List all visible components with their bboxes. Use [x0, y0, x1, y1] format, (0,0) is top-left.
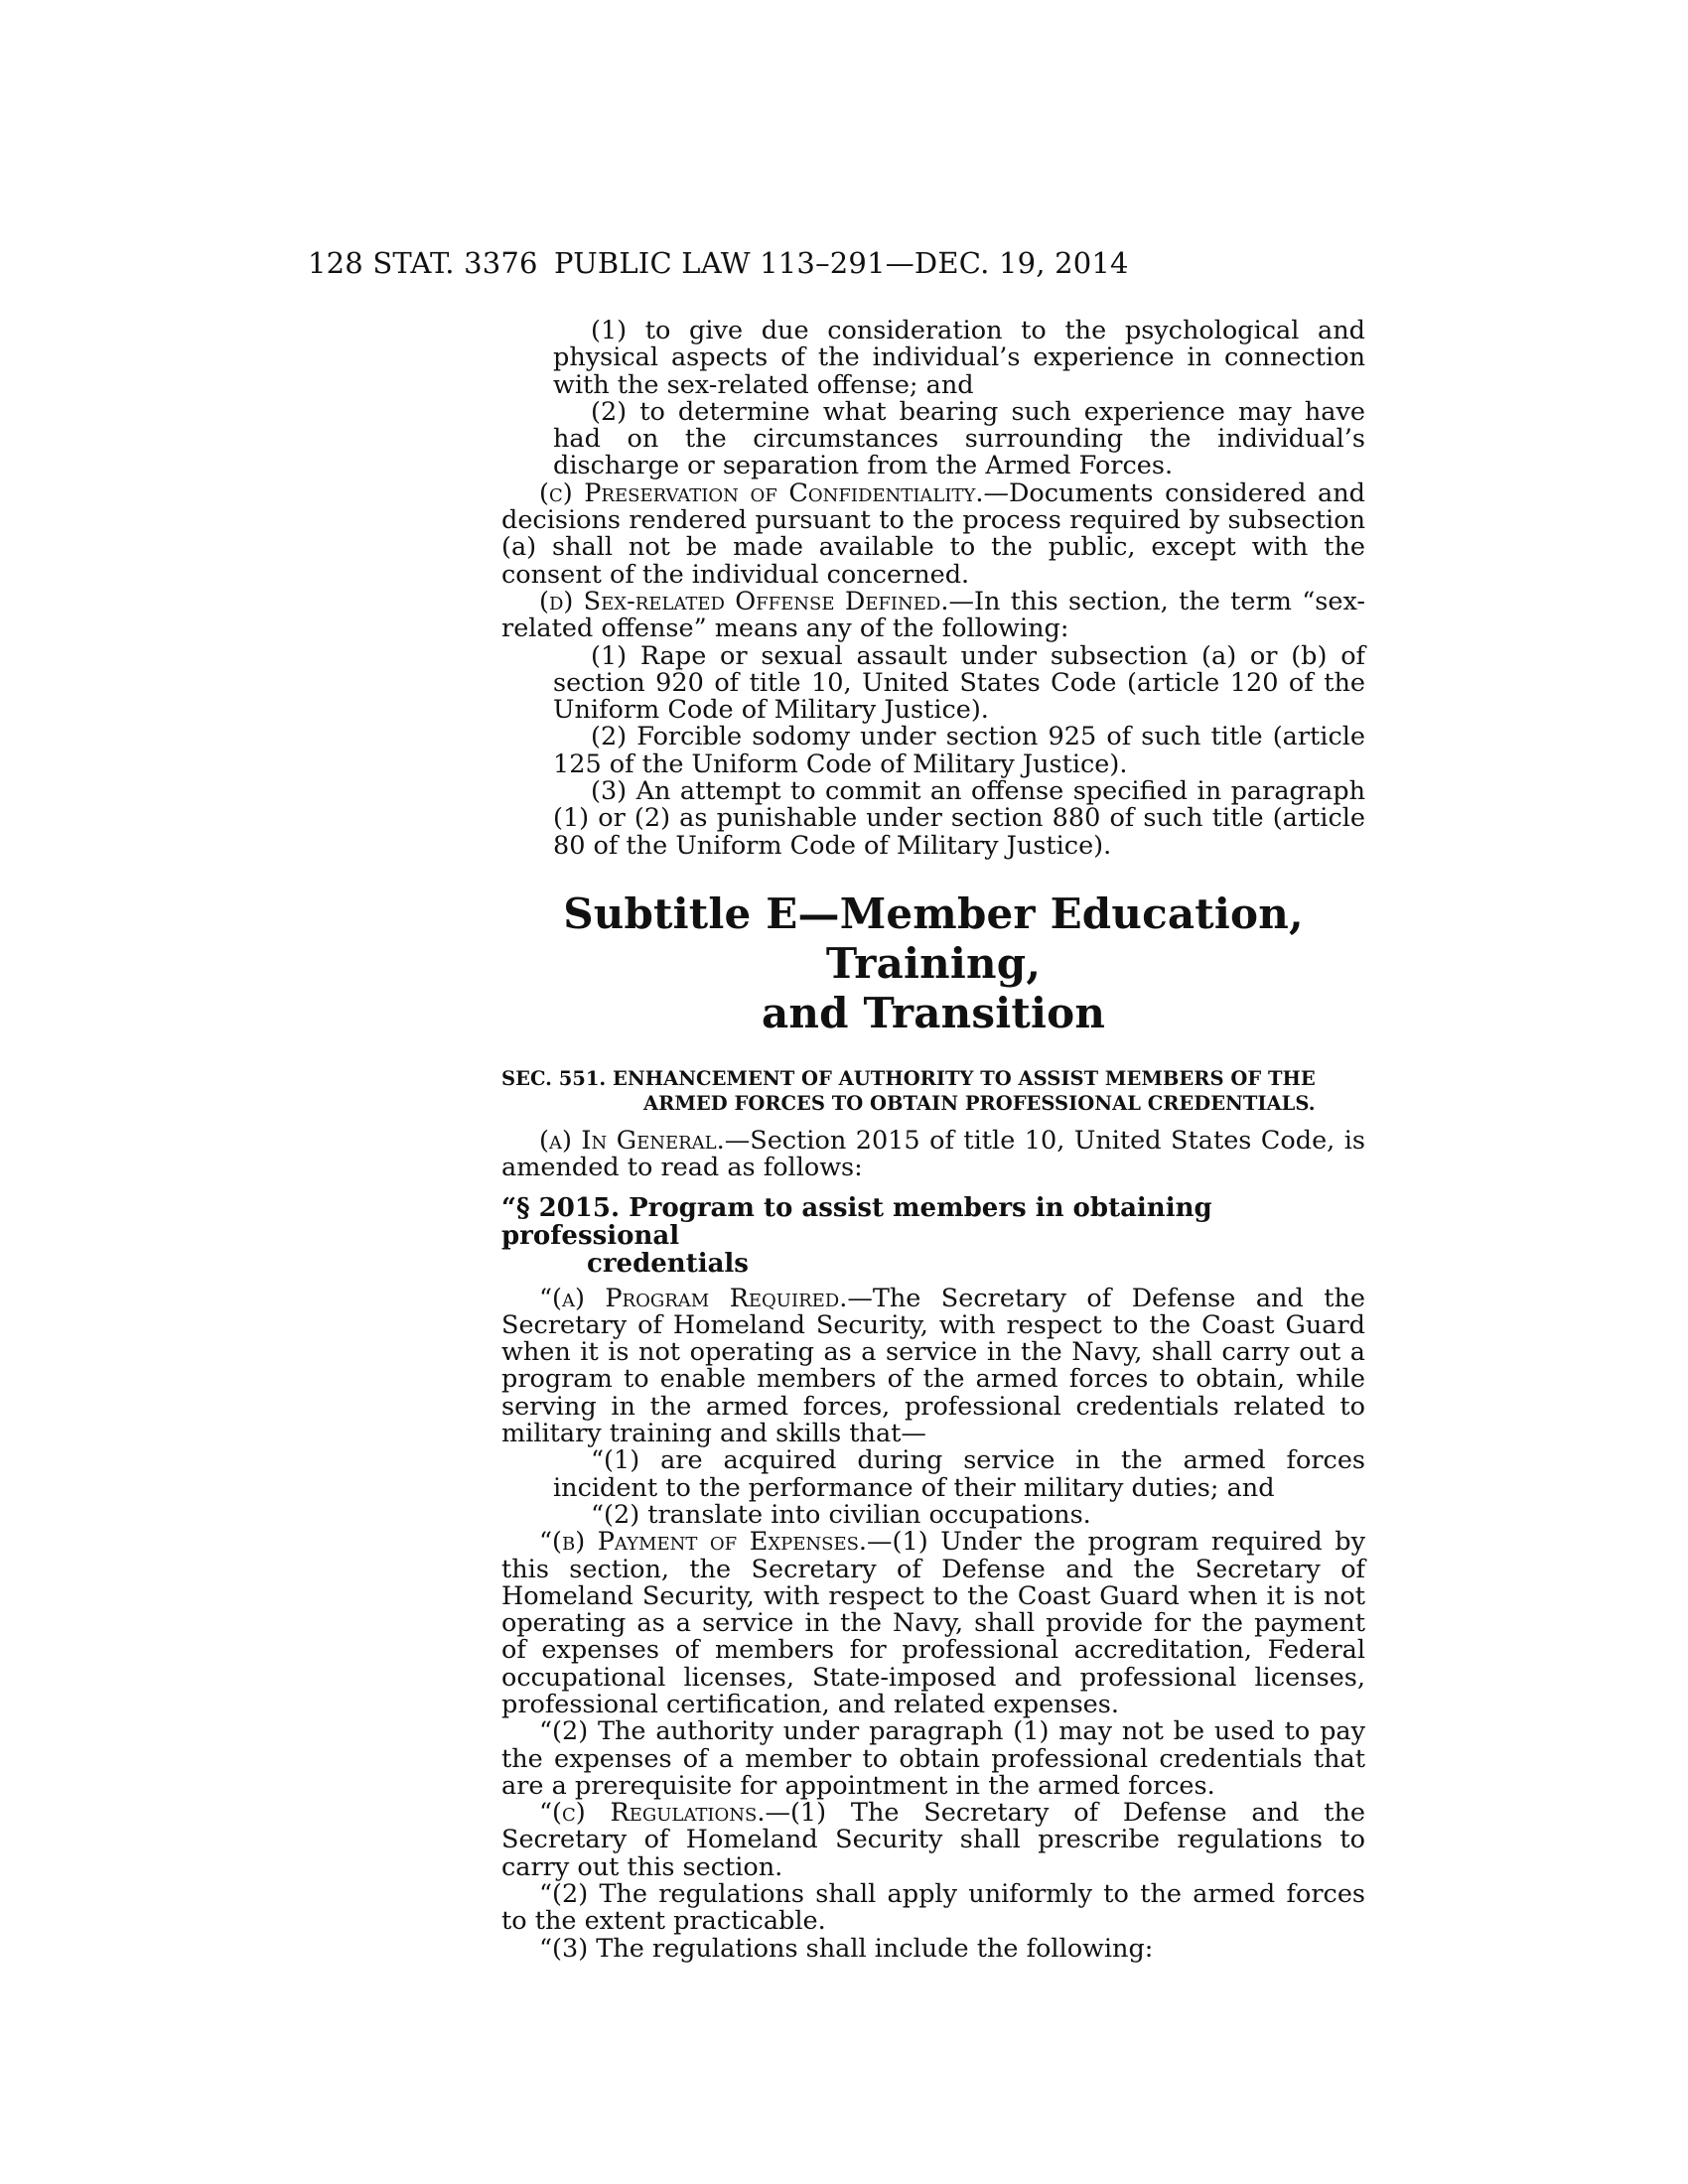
quoted-section-heading-line-2: credentials [587, 1248, 749, 1279]
quoted-subsection-b-heading: “(b) Payment of Expenses. [539, 1527, 868, 1558]
quoted-paragraph-a1: “(1) are acquired during service in the armed forces incident to the performance of their military duties; and [553, 1445, 1365, 1503]
quoted-subsection-a-text: —The Secretary of Defense and the Secretary of Homeland Security, with respect to the Coast Guard when it is not operating as a service in the Navy, shall carry out a program to enable members of the armed forces to obtain, while serving in the armed forces, professional credentials related to military training and skills that— [501, 1283, 1365, 1449]
subsection-a [501, 1125, 1365, 1183]
quoted-section-heading-line-1: “§ 2015. Program to assist members in obtaining professional [501, 1192, 1212, 1251]
subsection-a-heading: (a) In General. [539, 1125, 725, 1156]
quoted-subsection-a-heading: “(a) Program Required. [539, 1283, 848, 1313]
subsection-d-text: —In this section, the term “sex-related offense” means any of the following: [501, 586, 1365, 644]
subtitle-line-1: Subtitle E—Member Education, Training, [563, 888, 1304, 988]
quoted-paragraph-a2: “(2) translate into civilian occupations. [591, 1499, 1091, 1530]
public-law-citation: PUBLIC LAW 113–291—DEC. 19, 2014 [554, 246, 1129, 280]
definition-2: (2) Forcible sodomy under section 925 of such title (article 125 of the Uniform Code of Military Justice). [553, 722, 1365, 779]
definition-3: (3) An attempt to commit an offense specified in paragraph (1) or (2) as punishable under section 880 of such title (article 80 of the Uniform Code of Military Justice). [553, 776, 1365, 861]
quoted-subsection-b [501, 1529, 1365, 1718]
paragraph-1: (1) to give due consideration to the psychological and physical aspects of the individual’s experience in connection with the sex-related offense; and [553, 316, 1365, 400]
page-body [501, 318, 1365, 1963]
definition-1: (1) Rape or sexual assault under subsection (a) or (b) of section 920 of title 10, United States Code (article 120 of the Uniform Code of Military Justice). [553, 640, 1365, 726]
quoted-subsection-a [501, 1283, 1365, 1449]
quoted-subsection-c [501, 1800, 1365, 1881]
quoted-subsection-b-text: —(1) Under the program required by this section, the Secretary of Defense and the Secretary of Homeland Security, with respect to the Coast Guard when it is not operating as a service in the Navy, shall provide for the payment of expenses of members for professional accreditation, Federal occupational licenses, State-imposed and professional licenses, professional certification, and related expenses. [501, 1527, 1365, 1719]
quoted-paragraph-c2: “(2) The regulations shall apply uniformly to the armed forces to the extent practicable. [501, 1879, 1365, 1937]
subsection-c-text: —Documents considered and decisions rendered pursuant to the process required by subsection (a) shall not be made available to the public, except with the consent of the individual concerned. [501, 478, 1365, 590]
section-heading-line-2: ARMED FORCES TO OBTAIN PROFESSIONAL CREDENTIALS. [643, 1091, 1316, 1115]
subsection-d-heading: (d) Sex-related Offense Defined. [539, 586, 949, 616]
quoted-subsection-c-text: —(1) The Secretary of Defense and the Secretary of Homeland Security shall prescribe regulations to carry out this section. [501, 1798, 1365, 1882]
subsection-c [501, 480, 1365, 589]
subtitle-line-2: and Transition [761, 988, 1106, 1037]
subtitle-heading [501, 889, 1365, 1038]
quoted-paragraph-b2: “(2) The authority under paragraph (1) may not be used to pay the expenses of a member to obtain professional credentials that are a prerequisite for appointment in the armed forces. [501, 1716, 1365, 1801]
page-header [308, 246, 1365, 286]
quoted-subsection-c-heading: “(c) Regulations. [539, 1798, 766, 1829]
quoted-paragraph-c3: “(3) The regulations shall include the following: [539, 1933, 1154, 1964]
section-heading-line-1: SEC. 551. ENHANCEMENT OF AUTHORITY TO ASSIST MEMBERS OF THE [501, 1066, 1316, 1090]
subsection-c-heading: (c) Preservation of Confidentiality. [539, 478, 984, 508]
statute-page-number: 128 STAT. 3376 [308, 246, 538, 280]
subsection-a-text: —Section 2015 of title 10, United States Code, is amended to read as follows: [501, 1125, 1365, 1183]
quoted-section-heading [501, 1194, 1365, 1278]
section-heading [501, 1066, 1365, 1116]
paragraph-2: (2) to determine what bearing such experience may have had on the circumstances surrounding the individual’s discharge or separation from the Armed Forces. [553, 396, 1365, 481]
subsection-d [501, 586, 1365, 644]
